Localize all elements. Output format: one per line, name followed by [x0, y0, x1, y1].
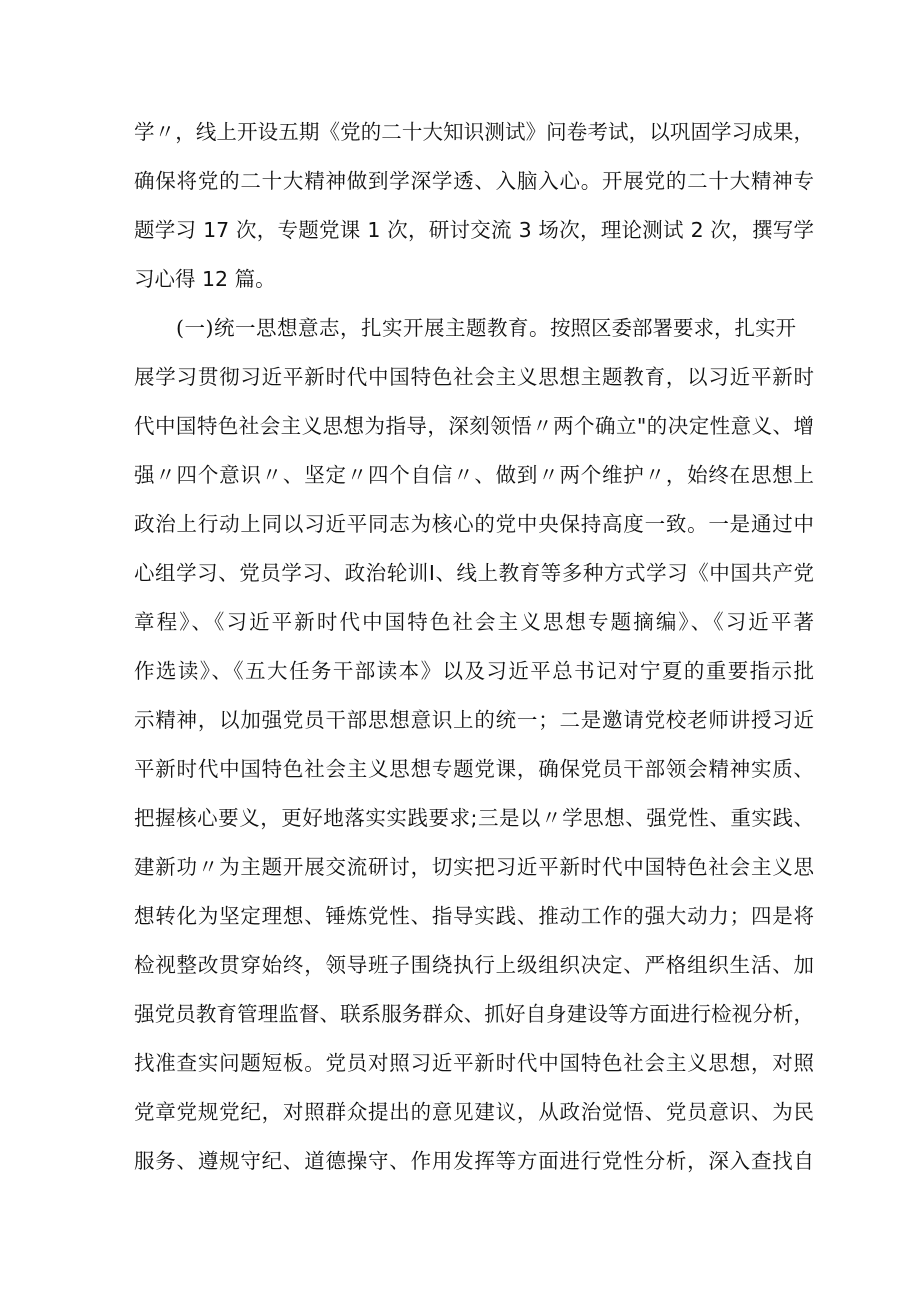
- paragraph-line: 服务、遵规守纪、道德操守、作用发挥等方面进行党性分析，深入查找自: [134, 1149, 814, 1173]
- paragraph-line: 题学习 17 次，专题党课 1 次，研讨交流 3 场次，理论测试 2 次，撰写学: [134, 218, 814, 242]
- paragraph-line: 检视整改贯穿始终，领导班子围绕执行上级组织决定、严格组织生活、加: [134, 953, 814, 977]
- paragraph-line: 平新时代中国特色社会主义思想专题党课，确保党员干部领会精神实质、: [134, 757, 814, 781]
- paragraph-line: 展学习贯彻习近平新时代中国特色社会主义思想主题教育，以习近平新时: [134, 365, 814, 389]
- paragraph-line: 学〃，线上开设五期《党的二十大知识测试》问卷考试，以巩固学习成果，: [134, 120, 814, 144]
- paragraph-line: 章程》、《习近平新时代中国特色社会主义思想专题摘编》、《习近平著: [134, 610, 814, 634]
- paragraph-line: 心组学习、党员学习、政治轮训I、线上教育等多种方式学习《中国共产党: [134, 561, 814, 585]
- paragraph-text-run: 按照区委部署要求，扎实开: [550, 316, 796, 340]
- paragraph-line: 党章党规党纪，对照群众提出的意见建议，从政治觉悟、党员意识、为民: [134, 1100, 814, 1124]
- paragraph-line: 示精神，以加强党员干部思想意识上的统一；二是邀请党校老师讲授习近: [134, 708, 814, 732]
- paragraph-2: [134, 304, 814, 1186]
- paragraph-line: 作选读》、《五大任务干部读本》以及习近平总书记对宁夏的重要指示批: [134, 659, 814, 683]
- paragraph-line: 政治上行动上同以习近平同志为核心的党中央保持高度一致。一是通过中: [134, 512, 814, 536]
- paragraph-first-line: [134, 304, 814, 353]
- section-heading: (一)统一思想意志，扎实开展主题教育。: [176, 316, 550, 340]
- paragraph-line: 习心得 12 篇。: [134, 267, 276, 291]
- paragraph-1: [134, 108, 814, 304]
- paragraph-line: 确保将党的二十大精神做到学深学透、入脑入心。开展党的二十大精神专: [134, 169, 814, 193]
- paragraph-line: 找准查实问题短板。党员对照习近平新时代中国特色社会主义思想，对照: [134, 1051, 814, 1075]
- paragraph-line: 强〃四个意识〃、坚定〃四个自信〃、做到〃两个维护〃，始终在思想上: [134, 463, 814, 487]
- paragraph-line: 想转化为坚定理想、锤炼党性、指导实践、推动工作的强大动力；四是将: [134, 904, 814, 928]
- paragraph-line: 强党员教育管理监督、联系服务群众、抓好自身建设等方面进行检视分析，: [134, 1002, 814, 1026]
- paragraph-line: 建新功〃为主题开展交流研讨，切实把习近平新时代中国特色社会主义思: [134, 855, 814, 879]
- paragraph-line: 代中国特色社会主义思想为指导，深刻领悟〃两个确立"的决定性意义、增: [134, 414, 814, 438]
- paragraph-line: 把握核心要义，更好地落实实践要求;三是以〃学思想、强党性、重实践、: [134, 806, 814, 830]
